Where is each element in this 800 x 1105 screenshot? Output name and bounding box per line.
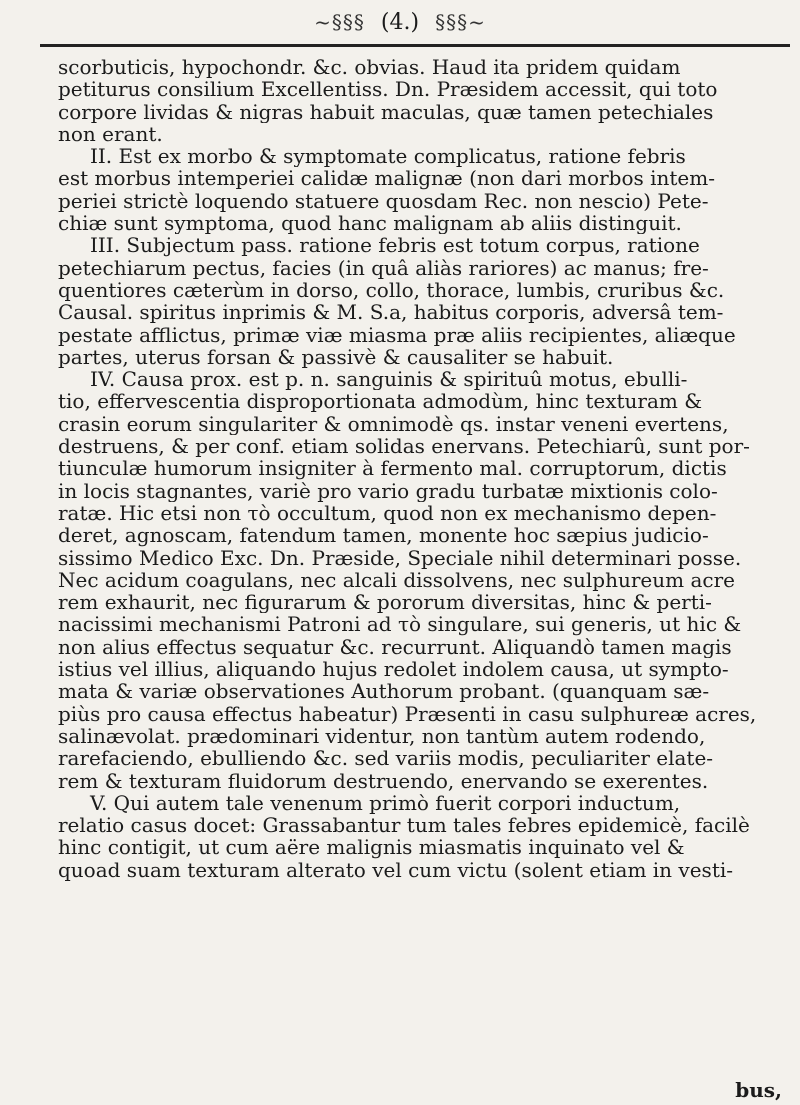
text-line: tio, effervescentia disproportionata admodùm, hinc texturam & — [58, 390, 703, 413]
text-line: Nec acidum coagulans, nec alcali dissolvens, nec sulphureum acre — [58, 568, 735, 592]
text-line: corpore lividas & nigras habuit maculas, quæ tamen petechiales — [58, 100, 714, 123]
text-line: destruens, & per conf. etiam solidas enervans. Petechiarû, sunt por- — [58, 435, 750, 458]
text-line: est morbus intemperiei calidæ malignæ (non dari morbos intem- — [58, 167, 715, 190]
text-line: rarefaciendo, ebulliendo &c. sed variis modis, peculiariter elate- — [58, 747, 714, 770]
text-line: istius vel illius, aliquando hujus redolet indolem causa, ut sympto- — [58, 658, 729, 681]
text-line: III. Subjectum pass. ratione febris est totum corpus, ratione — [90, 234, 700, 257]
text-line: ratæ. Hic etsi non τὸ occultum, quod non ex mechanismo depen- — [58, 501, 717, 525]
text-body — [58, 56, 798, 881]
text-line: non alius effectus sequatur &c. recurrunt. Aliquandò tamen magis — [58, 635, 732, 659]
text-line: quentiores cæterùm in dorso, collo, thorace, lumbis, cruribus &c. — [58, 278, 725, 302]
text-line: in locis stagnantes, variè pro vario gradu turbatæ mixtionis colo- — [58, 479, 718, 502]
header-ornament-right: §§§~ — [435, 10, 486, 34]
text-line: rem & texturam fluidorum destruendo, enervando se exerentes. — [58, 769, 709, 792]
header-ornament-left: ~§§§ — [314, 10, 365, 34]
text-line: non erant. — [58, 122, 163, 146]
text-line: chiæ sunt symptoma, quod hanc malignam ab aliis distinguit. — [58, 212, 682, 235]
text-line: partes, uterus forsan & passivè & causaliter se habuit. — [58, 345, 614, 369]
text-line: tiunculæ humorum insigniter à fermento mal. corruptorum, dictis — [58, 457, 727, 480]
text-line: piùs pro causa effectus habeatur) Præsenti in casu sulphureæ acres, — [58, 702, 757, 725]
text-line: scorbuticis, hypochondr. &c. obvias. Haud ita pridem quidam — [58, 56, 681, 79]
text-line: hinc contigit, ut cum aëre malignis miasmatis inquinato vel & — [58, 836, 685, 859]
text-line: sissimo Medico Exc. Dn. Præside, Speciale nihil determinari posse. — [58, 546, 742, 569]
text-line: Causal. spiritus inprimis & M. S.a, habitus corporis, adversâ tem- — [58, 301, 724, 324]
text-line: deret, agnoscam, fatendum tamen, monente hoc sæpius judicio- — [58, 524, 709, 547]
text-line: II. Est ex morbo & symptomate complicatus, ratione febris — [90, 145, 686, 168]
text-line: quoad suam texturam alterato vel cum victu (solent etiam in vesti- — [58, 858, 734, 881]
text-line: petechiarum pectus, facies (in quâ aliàs rariores) ac manus; fre- — [58, 256, 709, 279]
text-line: salinævolat. prædominari videntur, non tantùm autem rodendo, — [58, 724, 706, 748]
header-rule — [40, 44, 790, 47]
text-line: V. Qui autem tale venenum primò fuerit corpori inductum, — [90, 791, 681, 815]
text-line: relatio casus docet: Grassabantur tum tales febres epidemicè, facilè — [58, 814, 750, 837]
text-line: rem exhaurit, nec figurarum & pororum diversitas, hinc & perti- — [58, 591, 712, 614]
text-line: crasin eorum singulariter & omnimodè qs. instar veneni evertens, — [58, 412, 729, 436]
text-line: petiturus consilium Excellentiss. Dn. Præsidem accessit, qui toto — [58, 78, 718, 101]
text-line: mata & variæ observationes Authorum probant. (quanquam sæ- — [58, 680, 710, 703]
page-number: (4.) — [380, 9, 420, 35]
catchword: bus, — [735, 1078, 782, 1102]
text-line: periei strictè loquendo statuere quosdam Rec. non nescio) Pete- — [58, 189, 709, 213]
text-line: nacissimi mechanismi Patroni ad τὸ singulare, sui generis, ut hic & — [58, 613, 742, 636]
text-line: IV. Causa prox. est p. n. sanguinis & spirituû motus, ebulli- — [90, 368, 688, 391]
text-line: pestate afflictus, primæ viæ miasma præ aliis recipientes, aliæque — [58, 323, 736, 346]
page-header — [0, 2, 800, 42]
